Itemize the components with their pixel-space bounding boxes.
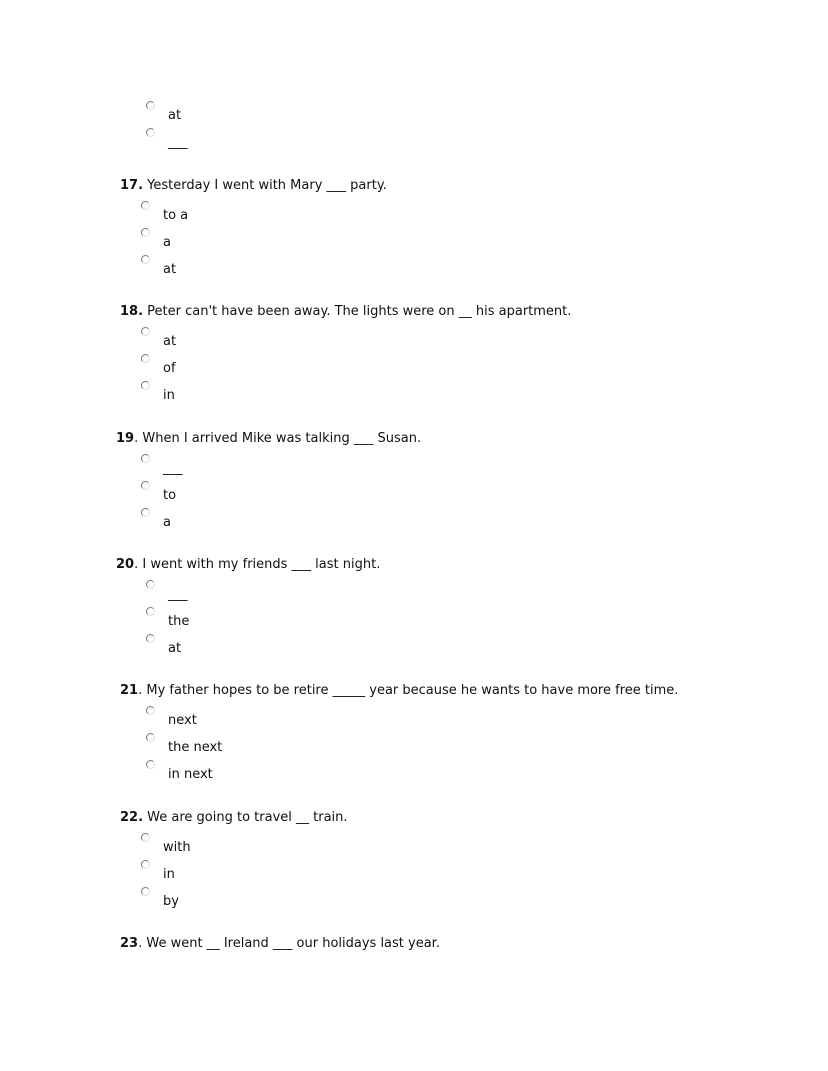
radio-button[interactable] bbox=[146, 580, 155, 589]
radio-button[interactable] bbox=[141, 887, 150, 896]
option-label: to a bbox=[163, 208, 189, 223]
radio-button[interactable] bbox=[141, 255, 150, 264]
radio-button[interactable] bbox=[146, 760, 155, 769]
option-label: ___ bbox=[168, 586, 188, 602]
option-label: by bbox=[163, 893, 179, 909]
option-label: ___ bbox=[163, 460, 183, 476]
option-label: at bbox=[163, 262, 177, 277]
question-text bbox=[116, 431, 421, 446]
radio-button[interactable] bbox=[141, 327, 150, 336]
radio-button[interactable] bbox=[141, 381, 150, 390]
question-number: 19 bbox=[116, 430, 135, 446]
option-label: in bbox=[163, 866, 175, 882]
option-label: in bbox=[163, 388, 175, 404]
option-label: at bbox=[168, 640, 182, 656]
question-number: 17. bbox=[120, 178, 144, 193]
radio-button[interactable] bbox=[141, 833, 150, 842]
question-text bbox=[120, 936, 440, 951]
option-label: at bbox=[163, 334, 177, 350]
radio-button[interactable] bbox=[141, 481, 150, 490]
option-label: a bbox=[163, 235, 171, 250]
question-number: 18. bbox=[120, 304, 144, 320]
radio-button[interactable] bbox=[141, 508, 150, 517]
option-label: in next bbox=[168, 767, 213, 783]
radio-button[interactable] bbox=[146, 706, 155, 715]
option-label: with bbox=[163, 839, 191, 855]
question-stem: Yesterday I went with Mary ___ party. bbox=[143, 178, 387, 193]
question-stem: Peter can't have been away. The lights were on __ his apartment. bbox=[143, 304, 572, 320]
question-stem: . When I arrived Mike was talking ___ Susan. bbox=[134, 430, 422, 446]
radio-button[interactable] bbox=[146, 733, 155, 742]
radio-button[interactable] bbox=[141, 454, 150, 463]
question-text bbox=[120, 304, 571, 319]
question-number: 22. bbox=[120, 809, 144, 825]
question-number: 21 bbox=[120, 683, 139, 699]
radio-button[interactable] bbox=[146, 128, 155, 137]
radio-button[interactable] bbox=[141, 354, 150, 363]
question-stem: We are going to travel __ train. bbox=[143, 809, 348, 825]
option-label: the bbox=[168, 613, 190, 629]
option-label: at bbox=[168, 108, 182, 123]
radio-button[interactable] bbox=[146, 634, 155, 643]
question-stem: . We went __ Ireland ___ our holidays last year. bbox=[138, 935, 440, 951]
question-text bbox=[120, 683, 678, 698]
radio-button[interactable] bbox=[141, 860, 150, 869]
option-label: next bbox=[168, 713, 197, 729]
radio-button[interactable] bbox=[146, 607, 155, 616]
question-number: 23 bbox=[120, 935, 139, 951]
radio-button[interactable] bbox=[146, 101, 155, 110]
option-label: of bbox=[163, 361, 176, 377]
option-label: ___ bbox=[168, 135, 188, 150]
radio-button[interactable] bbox=[141, 228, 150, 237]
question-text bbox=[120, 810, 348, 825]
question-stem: . I went with my friends ___ last night. bbox=[134, 556, 381, 572]
question-text bbox=[120, 178, 387, 193]
question-stem: . My father hopes to be retire _____ year because he wants to have more free time. bbox=[138, 683, 679, 699]
option-label: a bbox=[163, 514, 171, 530]
question-text bbox=[116, 557, 380, 572]
option-label: to bbox=[163, 487, 177, 503]
radio-button[interactable] bbox=[141, 201, 150, 210]
question-number: 20 bbox=[116, 556, 135, 572]
option-label: the next bbox=[168, 740, 223, 756]
